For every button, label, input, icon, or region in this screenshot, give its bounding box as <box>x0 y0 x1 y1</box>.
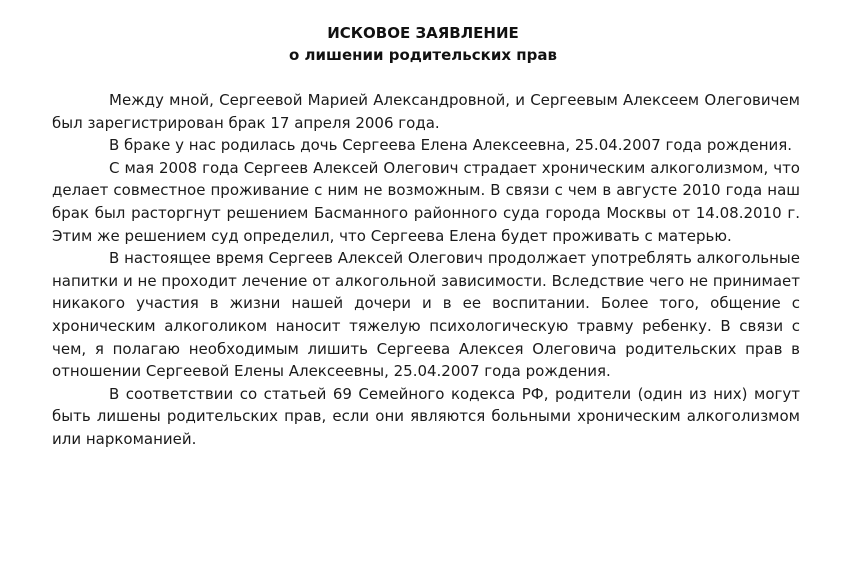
document-body <box>52 89 800 451</box>
paragraph-alcoholism-divorce: С мая 2008 года Сергеев Алексей Олегович страдает хроническим алкоголизмом, что делает совместное проживание с ним не возможным. В связи с чем в августе 2010 года наш брак был расторгнут решением Басманного районного суда города Москвы от 14.08.2010 г. Этим же решением суд определил, что Сергеева Елена будет проживать с матерью. <box>52 158 800 245</box>
paragraph-daughter: В браке у нас родилась дочь Сергеева Елена Алексеевна, 25.04.2007 года рождения. <box>109 136 793 155</box>
paragraph-current-situation: В настоящее время Сергеев Алексей Олегович продолжает употреблять алкогольные напитки и не проходит лечение от алкогольной зависимости. Вследствие чего не принимает никакого участия в жизни нашей дочери и в ее воспитании. Более того, общение с хроническим алкоголиком наносит тяжелую психологическую травму ребенку. В связи с чем, я полагаю необходимым лишить Сергеева Алексея Олеговича родительских прав в отношении Сергеевой Елены Алексеевны, 25.04.2007 года рождения. <box>52 249 800 381</box>
paragraph-marriage: Между мной, Сергеевой Марией Александровной, и Сергеевым Алексеем Олеговичем был зарегистрирован брак 17 апреля 2006 года. <box>52 91 800 132</box>
paragraph-legal-basis: В соответствии со статьей 69 Семейного кодекса РФ, родители (один из них) могут быть лишены родительских прав, если они являются больными хроническим алкоголизмом или наркоманией. <box>52 384 800 448</box>
document-title: ИСКОВОЕ ЗАЯВЛЕНИЕ <box>327 24 519 42</box>
document-subtitle: о лишении родительских прав <box>289 46 557 64</box>
